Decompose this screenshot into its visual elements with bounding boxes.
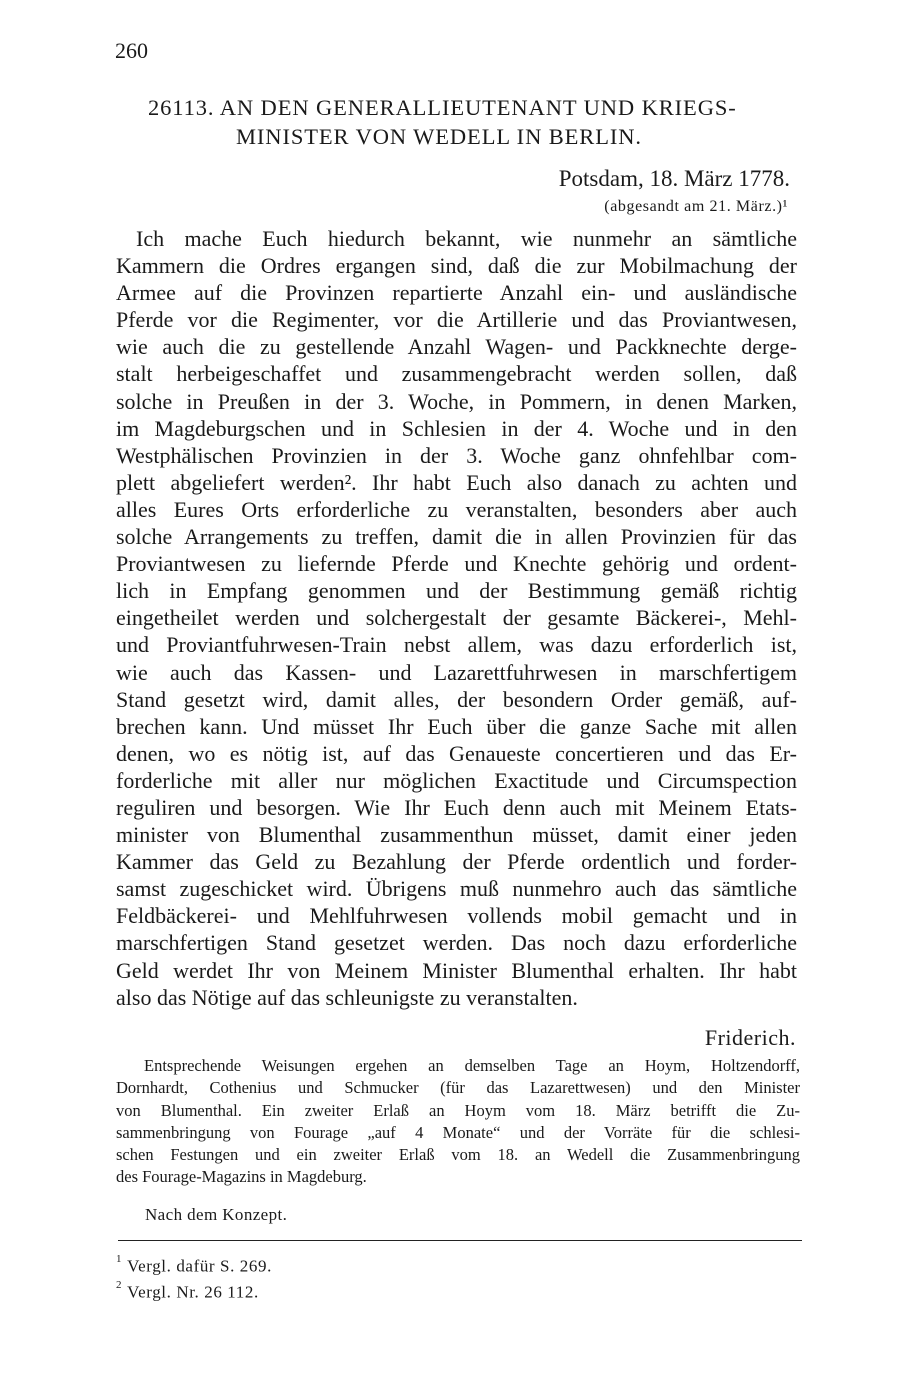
footnote-marker: 1 bbox=[116, 1253, 123, 1265]
body-line: minister von Blumenthal zusammenthun müsset, damit einer jeden bbox=[116, 822, 797, 848]
body-line: Kammern die Ordres ergangen sind, daß die zur Mobilmachung der bbox=[116, 253, 797, 279]
dispatch-note: (abgesandt am 21. März.)¹ bbox=[604, 198, 788, 215]
body-line: brechen kann. Und müsset Ihr Euch über die ganze Sache mit allen bbox=[116, 713, 797, 739]
letter-body bbox=[116, 225, 797, 1011]
body-line: denen, wo es nötig ist, auf das Genaueste concertieren und das Er- bbox=[116, 740, 797, 766]
heading-line-2: MINISTER VON WEDELL IN BERLIN. bbox=[236, 124, 642, 149]
body-line: Geld werdet Ihr von Meinem Minister Blumenthal erhalten. Ihr habt bbox=[116, 957, 797, 983]
body-line: und Proviantfuhrwesen-Train nebst allem, was dazu erforderlich ist, bbox=[116, 632, 797, 658]
body-line: plett abgeliefert werden². Ihr habt Euch also danach zu achten und bbox=[116, 469, 797, 495]
body-line: im Magdeburgschen und in Schlesien in der 4. Woche und in den bbox=[116, 415, 797, 441]
dateline: Potsdam, 18. März 1778. bbox=[558, 166, 790, 191]
letter-heading bbox=[148, 93, 788, 151]
footnote-divider bbox=[118, 1240, 802, 1241]
commentary-line: sammenbringung von Fourage „auf 4 Monate“ und der Vorräte für die schlesi- bbox=[116, 1122, 800, 1142]
body-line: eingetheilet werden und solchergestalt der gesamte Bäckerei-, Mehl- bbox=[116, 605, 797, 631]
editorial-commentary bbox=[116, 1055, 800, 1189]
body-line: Feldbäckerei- und Mehlfuhrwesen vollends mobil gemacht und in bbox=[116, 903, 797, 929]
body-line: lich in Empfang genommen und der Bestimmung gemäß richtig bbox=[116, 578, 797, 604]
commentary-line: von Blumenthal. Ein zweiter Erlaß an Hoym vom 18. März betrifft die Zu- bbox=[116, 1100, 800, 1120]
body-line: alles Eures Orts erforderliche zu veranstalten, besonders aber auch bbox=[116, 496, 797, 522]
body-line: stalt herbeigeschaffet und zusammengebracht werden sollen, daß bbox=[116, 361, 797, 387]
footnote-text: Vergl. Nr. 26 112. bbox=[127, 1282, 259, 1302]
footnote-2 bbox=[116, 1279, 259, 1303]
body-line: Ich mache Euch hiedurch bekannt, wie nunmehr an sämtliche bbox=[136, 226, 797, 251]
body-line: wie auch die zu gestellende Anzahl Wagen- und Packknechte derge- bbox=[116, 334, 797, 360]
body-line: marschfertigen Stand gesetzet werden. Das noch dazu erforderliche bbox=[116, 930, 797, 956]
body-line: forderliche mit aller nur möglichen Exactitude und Circumspection bbox=[116, 767, 797, 793]
body-line: solche in Preußen in der 3. Woche, in Pommern, in denen Marken, bbox=[116, 388, 797, 414]
page-number: 260 bbox=[115, 38, 148, 63]
footnote-marker: 2 bbox=[116, 1279, 123, 1291]
signature: Friderich. bbox=[704, 1025, 796, 1050]
commentary-line: Dornhardt, Cothenius und Schmucker (für das Lazarettwesen) und den Minister bbox=[116, 1078, 800, 1098]
body-line: Westphälischen Provinzien in der 3. Woche ganz ohnfehlbar com- bbox=[116, 442, 797, 468]
source-note: Nach dem Konzept. bbox=[145, 1205, 288, 1224]
body-line: solche Arrangements zu treffen, damit die in allen Provinzien für das bbox=[116, 524, 797, 550]
footnote-text: Vergl. dafür S. 269. bbox=[127, 1256, 272, 1276]
body-line: samst zugeschicket wird. Übrigens muß nunmehro auch das sämtliche bbox=[116, 876, 797, 902]
commentary-line: Entsprechende Weisungen ergehen an demselben Tage an Hoym, Holtzendorff, bbox=[144, 1056, 800, 1075]
body-line: wie auch das Kassen- und Lazarettfuhrwesen in marschfertigem bbox=[116, 659, 797, 685]
body-line: Armee auf die Provinzen repartierte Anzahl ein- und ausländische bbox=[116, 280, 797, 306]
body-line: Proviantwesen zu liefernde Pferde und Knechte gehörig und ordent- bbox=[116, 551, 797, 577]
body-line: Kammer das Geld zu Bezahlung der Pferde ordentlich und forder- bbox=[116, 849, 797, 875]
body-line: also das Nötige auf das schleunigste zu veranstalten. bbox=[116, 984, 578, 1010]
commentary-line: schen Festungen und ein zweiter Erlaß vom 18. an Wedell die Zusammenbringung bbox=[116, 1145, 800, 1165]
body-line: Pferde vor die Regimenter, vor die Artillerie und das Proviantwesen, bbox=[116, 307, 797, 333]
commentary-line: des Fourage-Magazins in Magdeburg. bbox=[116, 1167, 367, 1187]
heading-line-1: 26113. AN DEN GENERALLIEUTENANT UND KRIEGS- bbox=[148, 95, 737, 120]
body-line: reguliren und besorgen. Wie Ihr Euch denn auch mit Meinem Etats- bbox=[116, 794, 797, 820]
body-line: Stand gesetzt wird, damit alles, der besondern Order gemäß, auf- bbox=[116, 686, 797, 712]
footnote-1 bbox=[116, 1253, 272, 1277]
